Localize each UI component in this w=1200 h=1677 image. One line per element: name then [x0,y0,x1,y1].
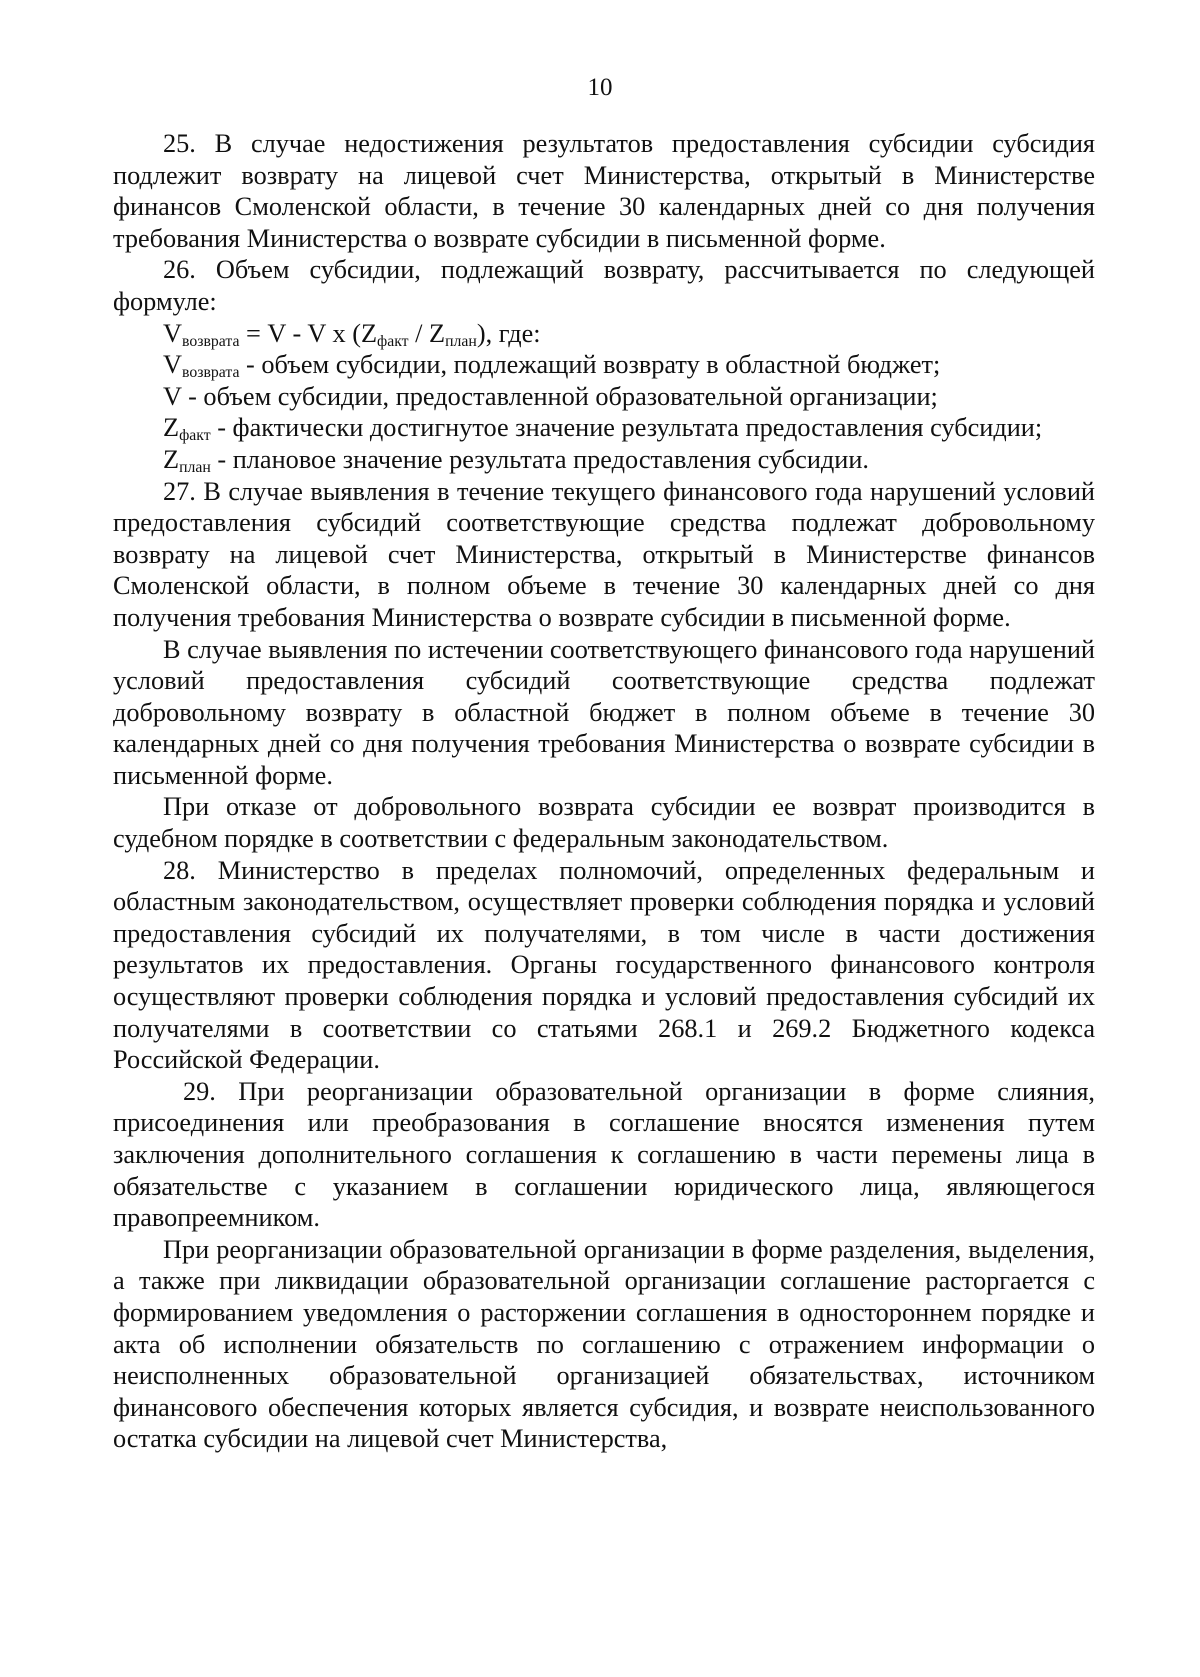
def-sub: возврата [182,364,240,382]
formula-z2-sub: план [445,332,477,350]
def-symbol: Z [163,413,180,443]
definition-z-plan [113,444,1095,476]
def-symbol: Z [163,444,180,474]
def-symbol: V [163,350,182,380]
def-text: - объем субсидии, подлежащий возврату в областной бюджет; [239,350,941,380]
def-sub: план [179,458,211,476]
def-text: - объем субсидии, предоставленной образовательной организации; [181,381,938,411]
paragraph-25: 25. В случае недостижения результатов предоставления субсидии субсидия подлежит возврату на лицевой счет Министерства, открытый в Министерстве финансов Смоленской области, в течение 30 календарных дней со дня получения требования Министерства о возврате субсидии в письменной форме. [113,129,1095,253]
formula-eq: = V - V x (Z [239,318,378,348]
paragraph-27: 27. В случае выявления в течение текущего финансового года нарушений условий предоставления субсидий соответствующие средства подлежат добровольному возврату на лицевой счет Министерства, открытый в Министерстве финансов Смоленской области, в полном объеме в течение 30 календарных дней со дня получения требования Министерства о возврате субсидии в письменной форме. [113,476,1095,632]
formula-v: V [163,318,182,348]
def-text: - плановое значение результата предоставления субсидии. [210,444,870,474]
formula-mid: / Z [408,318,446,348]
def-text: - фактически достигнутое значение результата предоставления субсидии; [210,413,1043,443]
definition-v [113,381,1095,413]
definition-z-fact [113,412,1095,444]
paragraph-29: 29. При реорганизации образовательной организации в форме слияния, присоединения или преобразования в соглашение вносятся изменения путем заключения дополнительного соглашения к соглашению в части перемены лица в обязательстве с указанием в соглашении юридического лица, являющегося правопреемником. [113,1076,1095,1233]
paragraph-27-b: В случае выявления по истечении соответствующего финансового года нарушений условий предоставления субсидий соответствующие средства подлежат добровольному возврату в областной бюджет в полном объеме в течение 30 календарных дней со дня получения требования Министерства о возврате субсидии в письменной форме. [113,634,1095,790]
formula-v-sub: возврата [182,332,240,350]
definition-v-return [113,349,1095,381]
def-symbol: V [163,381,182,411]
page-number: 10 [587,74,613,101]
paragraph-26: 26. Объем субсидии, подлежащий возврату, рассчитывается по следующей формуле: [113,255,1095,316]
formula [113,318,1095,350]
def-sub: факт [179,427,211,445]
document-body [113,128,1095,1455]
formula-tail: ), где: [476,318,541,348]
formula-z1-sub: факт [377,332,409,350]
paragraph-27-c: При отказе от добровольного возврата субсидии ее возврат производится в судебном порядке в соответствии с федеральным законодательством. [113,792,1095,854]
paragraph-28: 28. Министерство в пределах полномочий, определенных федеральным и областным законодательством, осуществляет проверки соблюдения порядка и условий предоставления субсидий их получателями, в том числе в части достижения результатов их предоставления. Органы государственного финансового контроля осуществляют проверки соблюдения порядка и условий предоставления субсидий их получателями в соответствии со статьями 268.1 и 269.2 Бюджетного кодекса Российской Федерации. [113,855,1095,1075]
paragraph-29-b: При реорганизации образовательной организации в форме разделения, выделения, а также при ликвидации образовательной организации соглашение расторгается с формированием уведомления о расторжении соглашения в одностороннем порядке и акта об исполнении обязательств по соглашению с отражением информации о неисполненных образовательной организацией обязательствах, источником финансового обеспечения которых является субсидия, и возврате неиспользованного остатка субсидии на лицевой счет Министерства, [113,1234,1095,1454]
